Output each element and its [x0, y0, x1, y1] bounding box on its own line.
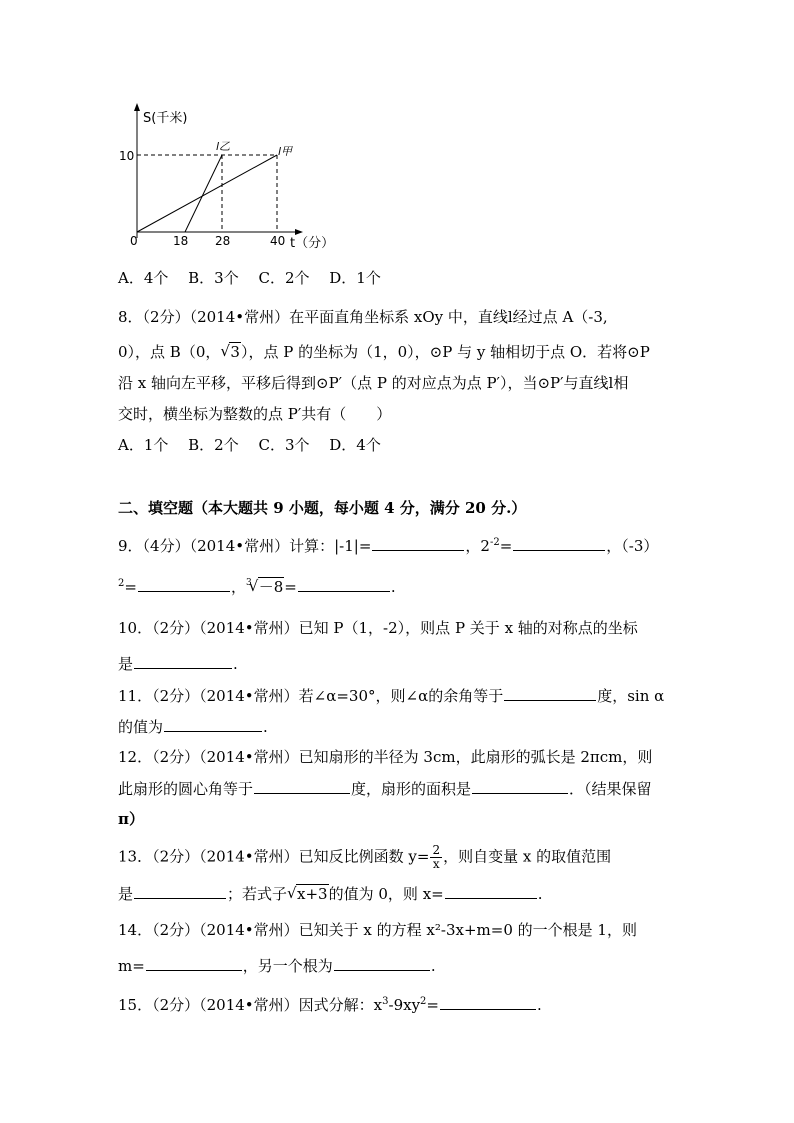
q7-options: A．4个 B．3个 C．2个 D．1个 [118, 269, 381, 287]
q14-line1: 14．（2分）（2014•常州）已知关于 x 的方程 x²-3x+m=0 的一个根是 1，则 [118, 921, 637, 939]
q12-part-a: 此扇形的圆心角等于 [118, 780, 254, 798]
x-tick-40: 40 [270, 234, 286, 248]
q15-line1 [118, 995, 542, 1014]
q9-part-f: ， [230, 578, 246, 596]
q11-part-c: 的值为 [118, 718, 164, 736]
q9-blank-3[interactable] [138, 577, 230, 592]
s-axis-label: S(千米) [143, 111, 188, 126]
q15-sup-1: 3 [382, 996, 389, 1007]
q9-line1 [118, 536, 658, 555]
q12-line1: 12．（2分）（2014•常州）已知扇形的半径为 3cm，此扇形的弧长是 2πcm，则 [118, 748, 653, 766]
cube-root-index: 3 [245, 578, 252, 588]
q8-line2 [118, 343, 650, 361]
q12-part-b: 度，扇形的面积是 [351, 780, 472, 798]
q9-blank-2[interactable] [513, 536, 605, 551]
x-axis-arrow [295, 229, 303, 235]
q12-blank-1[interactable] [254, 779, 350, 794]
q9-part-d: ，（-3） [606, 537, 659, 555]
q9-sup-e: 2 [118, 578, 125, 589]
q13-part-b: ，则自变量 x 的取值范围 [443, 847, 612, 866]
q14-part-a: m= [118, 957, 145, 975]
q11-part-d: . [263, 718, 268, 736]
q13-part-d: ；若式子 [227, 885, 288, 903]
q9-part-g: = [284, 578, 297, 596]
q13-line2 [118, 884, 543, 903]
fraction-2-over-x: $\frac{2}{x}$ [432, 843, 441, 871]
q12-part-c: ．（结果保留 [569, 780, 652, 798]
distance-time-graph [110, 100, 340, 260]
q9-part-e: = [124, 578, 137, 596]
q10-line2 [118, 654, 238, 673]
section2-title: 二、填空题（本大题共 9 小题，每小题 4 分，满分 20 分.） [118, 499, 527, 517]
q14-part-b: ，另一个根为 [242, 957, 333, 975]
x-tick-18: 18 [173, 234, 189, 248]
q13-blank-2[interactable] [445, 884, 537, 899]
q8-line1: 8．（2分）（2014•常州）在平面直角坐标系 xOy 中，直线l经过点 A（-3, [118, 308, 608, 326]
q9-part-a: 9．（4分）（2014•常州）计算：|-1|= [118, 537, 372, 555]
q8-line2-part-a: 0），点 B（0， [118, 343, 221, 361]
line-yi [185, 155, 222, 232]
q11-blank-2[interactable] [164, 717, 262, 732]
q10-line1: 10．（2分）（2014•常州）已知 P（1，-2），则点 P 关于 x 轴的对称点的坐标 [118, 619, 638, 637]
origin-label: 0 [130, 234, 138, 248]
q11-part-a: 11．（2分）（2014•常州）若∠α=30°，则∠α的余角等于 [118, 687, 504, 705]
line-jia [137, 155, 277, 232]
q13-part-c: 是 [118, 885, 134, 903]
q14-line2 [118, 956, 436, 975]
q15-blank[interactable] [440, 995, 536, 1010]
q15-part-d: . [537, 996, 542, 1014]
q9-part-c: = [499, 537, 513, 555]
t-axis-label: t（分） [290, 236, 335, 251]
q13-line1 [118, 844, 611, 871]
q13-part-a: 13．（2分）（2014•常州）已知反比例函数 y= [118, 847, 430, 866]
q9-blank-1[interactable] [372, 536, 464, 551]
q15-part-b: -9xy [388, 996, 421, 1014]
q13-blank-1[interactable] [134, 884, 226, 899]
q9-blank-4[interactable] [298, 577, 390, 592]
q10-part-a: 是 [118, 655, 134, 673]
q13-part-f: . [537, 885, 543, 903]
q8-line2-part-b: ），点 P 的坐标为（1，0），⊙P 与 y 轴相切于点 O．若将⊙P [240, 343, 650, 361]
q14-part-c: . [430, 957, 436, 975]
q9-part-h: . [390, 578, 396, 596]
x-tick-28: 28 [215, 234, 231, 248]
q10-blank[interactable] [134, 654, 232, 669]
q13-part-e: 的值为 0，则 x= [328, 885, 444, 903]
q8-line4: 交时，横坐标为整数的点 P′共有（ ） [118, 405, 392, 423]
q11-part-b: 度，sin α [597, 687, 665, 705]
q12-line3: π） [118, 810, 144, 828]
q9-line2 [118, 574, 396, 596]
sqrt-x-plus-3: √ x+3 [287, 885, 329, 903]
q10-part-b: . [233, 655, 238, 673]
q8-options: A．1个 B．2个 C．3个 D．4个 [118, 436, 381, 454]
q11-blank-1[interactable] [504, 686, 596, 701]
y-axis-arrow [134, 103, 140, 111]
q14-blank-1[interactable] [146, 956, 242, 971]
line-yi-label: l乙 [216, 140, 231, 153]
y-tick-10: 10 [119, 149, 135, 163]
q12-line2 [118, 779, 652, 798]
q9-sup-b: -2 [489, 537, 500, 548]
q8-line3: 沿 x 轴向左平移，平移后得到⊙P′（点 P 的对应点为点 P′），当⊙P′与直线l相 [118, 374, 629, 392]
sqrt-3: √ 3 [220, 343, 241, 361]
q15-sup-2: 2 [420, 996, 427, 1007]
q11-line1 [118, 686, 664, 705]
q11-line2 [118, 717, 268, 736]
q14-blank-2[interactable] [334, 956, 430, 971]
q12-blank-2[interactable] [472, 779, 568, 794]
cube-root: √ －8 [249, 578, 285, 596]
q15-part-c: = [426, 996, 439, 1014]
q15-part-a: 15．（2分）（2014•常州）因式分解：x [118, 996, 383, 1014]
q9-part-b: ，2 [465, 537, 490, 555]
line-jia-label: l甲 [278, 145, 293, 158]
